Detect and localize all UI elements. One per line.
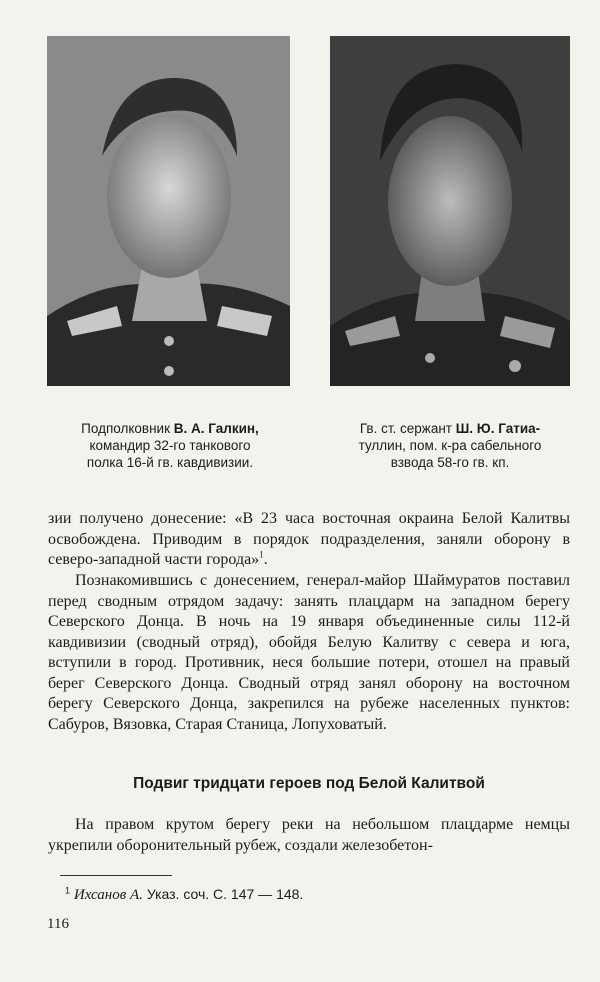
- portrait-illustration: [330, 36, 570, 386]
- portrait-photo-galkin: [47, 36, 290, 386]
- footnote-divider: [60, 875, 172, 876]
- footnote-ref: 1: [259, 549, 264, 560]
- portrait-illustration: [47, 36, 290, 386]
- section-heading: Подвиг тридцати героев под Белой Калитвой: [133, 775, 485, 792]
- punctuation: .: [263, 551, 268, 568]
- photo-caption-left: [55, 420, 285, 471]
- paragraph-text: зии получено донесение: «В 23 часа восточная окраина Белой Калитвы освобождена. Приводим в порядок подразделения, заняли оборону в северо-западной части города»: [48, 510, 570, 568]
- caption-rank: Подполковник: [81, 421, 171, 436]
- footnote-text: Указ. соч. С. 147 — 148.: [146, 886, 304, 902]
- paragraph-text: На правом крутом берегу реки на небольшом плацдарме немцы укрепили оборонительный рубеж, создали железобетон-: [48, 816, 570, 854]
- caption-line: туллин, пом. к-ра сабельного: [358, 438, 542, 453]
- caption-name: Ш. Ю. Гатиа-: [455, 421, 541, 436]
- page-number: 116: [47, 916, 69, 932]
- caption-rank: Гв. ст. сержант: [359, 421, 452, 436]
- footnote: [65, 886, 303, 904]
- footnote-mark: 1: [65, 885, 71, 896]
- caption-line: взвода 58-го гв. кп.: [390, 455, 510, 470]
- caption-line: полка 16-й гв. кавдивизии.: [86, 455, 254, 470]
- footnote-author: Ихсанов А.: [73, 887, 143, 903]
- photo-caption-right: [335, 420, 565, 471]
- paragraph: [48, 571, 570, 735]
- caption-name: В. А. Галкин,: [173, 421, 259, 436]
- portrait-photo-gatiatullin: [330, 36, 570, 386]
- caption-line: командир 32-го танкового: [89, 438, 251, 453]
- paragraph: [48, 509, 570, 571]
- paragraph: [48, 815, 570, 856]
- paragraph-text: Познакомившись с донесением, генерал-майор Шаймуратов поставил перед сводным отрядом задачу: занять плацдарм на западном берегу Северского Донца. В ночь на 19 января объединенные силы 112-й кавдивизии (сводный отряд), обойдя Белую Калитву с севера и юга, вступили в город. Противник, неся большие потери, отошел на правый берег Северского Донца. Сводный отряд занял оборону на восточном берегу Северского Донца, закрепился на рубеже населенных пунктов: Сабуров, Вязовка, Старая Станица, Лопуховатый.: [48, 572, 570, 733]
